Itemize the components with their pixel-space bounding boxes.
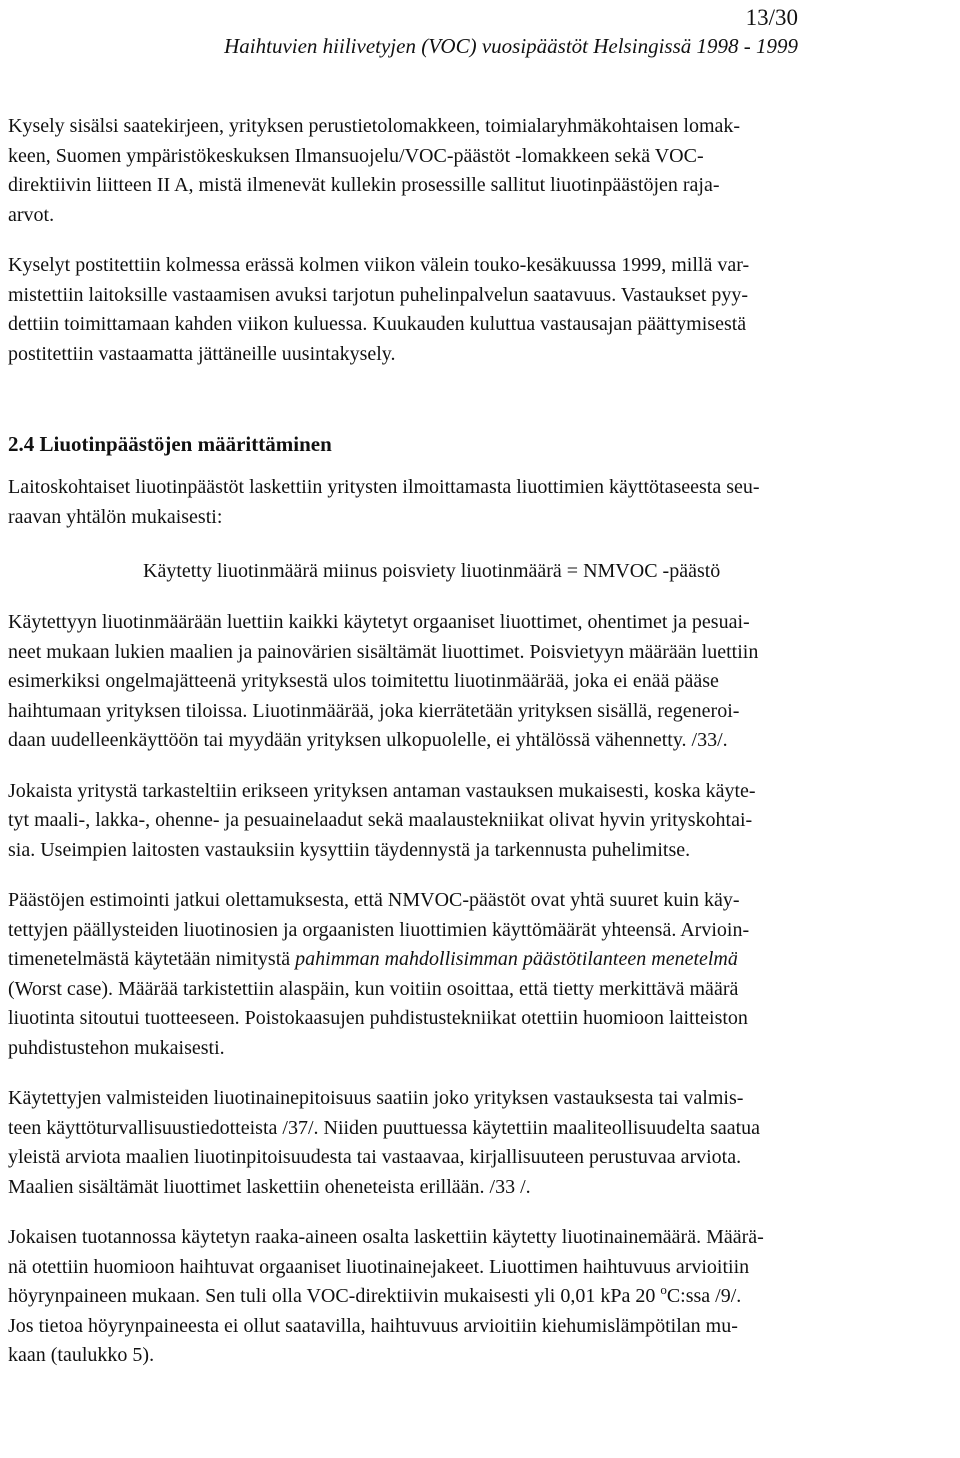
section-heading: 2.4 Liuotinpäästöjen määrittäminen (8, 432, 332, 456)
text-line: Laitoskohtaiset liuotinpäästöt laskettiin yritysten ilmoittamasta liuottimien käyttötaseesta seu- (8, 476, 760, 498)
page-number: 13/30 (745, 5, 798, 30)
text-line: Jos tietoa höyrynpaineesta ei ollut saatavilla, haihtuvuus arvioitiin kiehumislämpötilan mu- (8, 1314, 738, 1337)
paragraph-raw-materials (8, 1223, 952, 1371)
paragraph-company-review (8, 777, 952, 866)
text-line: nä otettiin huomioon haihtuvat orgaaniset liuotinainejakeet. Liuottimen haihtuvuus arvioitiin (8, 1255, 750, 1278)
paragraph-solvent-content (8, 1084, 952, 1202)
degree-superscript: o (660, 1282, 667, 1297)
paragraph-survey-contents (8, 112, 952, 230)
text-line: haihtumaan yrityksen tiloissa. Liuotinmäärää, joka kierrätetään yrityksen sisällä, regeneroi- (8, 699, 740, 722)
document-body (8, 112, 952, 1371)
text-line: tyt maali-, lakka-, ohenne- ja pesuainelaadut sekä maalaustekniikat olivat hyvin yrityskohtai- (8, 809, 753, 831)
text-line: dettiin toimittamaan kahden viikon kuluessa. Kuukauden kuluttua vastausajan päättymisestä (8, 313, 747, 335)
text-line: puhdistustehon mukaisesti. (8, 1036, 225, 1059)
text-line: teen käyttöturvallisuustiedotteista /37/. Niiden puuttuessa käytettiin maaliteollisuudelta saatua (8, 1116, 761, 1139)
text-line: mistettiin laitoksille vastaamisen avuksi tarjotun puhelinpalvelun saatavuus. Vastaukset pyy- (8, 283, 749, 306)
italic-term: pahimman mahdollisimman päästötilanteen menetelmä (295, 948, 738, 970)
text-line: sia. Useimpien laitosten vastauksiin kysyttiin täydennystä ja tarkennusta puhelimitse. (8, 838, 691, 861)
text-line (8, 945, 952, 975)
paragraph-estimation (8, 886, 952, 1063)
text-fragment: C:ssa /9/. (666, 1285, 742, 1307)
text-line: kaan (taulukko 5). (8, 1344, 155, 1366)
text-line: Käytettyjen valmisteiden liuotinainepitoisuus saatiin joko yrityksen vastauksesta tai valmis- (8, 1087, 744, 1109)
text-line: Käytettyyn liuotinmäärään luettiin kaikki käytetyt orgaaniset liuottimet, ohentimet ja pesuai- (8, 611, 750, 633)
text-line: neet mukaan lukien maalien ja painovärien sisältämät liuottimet. Poisvietyyn määrään luettiin (8, 640, 759, 663)
text-line: Kysely sisälsi saatekirjeen, yrityksen perustietolomakkeen, toimialaryhmäkohtaisen lomak- (8, 115, 741, 137)
page-header (158, 4, 798, 60)
text-line: direktiivin liitteen II A, mistä ilmenevät kullekin prosessille sallitut liuotinpäästöjen raja- (8, 174, 720, 196)
text-line: daan uudelleenkäyttöön tai myydään yrityksen ulkopuolelle, ei yhtälössä vähennetty. /33/. (8, 729, 728, 751)
text-line: postitettiin vastaamatta jättäneille uusintakysely. (8, 342, 396, 365)
text-fragment: höyrynpaineen mukaan. Sen tuli olla VOC-direktiivin mukaisesti yli 0,01 kPa 20 (8, 1285, 661, 1307)
paragraph-calculation-intro (8, 473, 952, 532)
text-line: keen, Suomen ympäristökeskuksen Ilmansuojelu/VOC-päästöt -lomakkeen sekä VOC- (8, 144, 704, 167)
text-line: yleistä arviota maalien liuotinpitoisuudesta tai vastaavaa, kirjallisuuteen perustuvaa arviota. (8, 1146, 742, 1168)
text-line: (Worst case). Määrää tarkistettiin alaspäin, kun voitiin osoittaa, että tietty merkittävä määrä (8, 977, 739, 1000)
equation: Käytetty liuotinmäärä miinus poisviety liuotinmäärä = NMVOC -päästö (143, 560, 721, 582)
document-title: Haihtuvien hiilivetyjen (VOC) vuosipäästöt Helsingissä 1998 - 1999 (224, 34, 798, 58)
text-fragment: timenetelmästä käytetään nimitystä (8, 948, 296, 970)
text-line: Jokaisen tuotannossa käytetyn raaka-aineen osalta laskettiin käytetty liuotinainemäärä. Määrä- (8, 1226, 764, 1248)
text-line (8, 1282, 952, 1312)
text-line: liuotinta sitoutui tuotteeseen. Poistokaasujen puhdistustekniikat otettiin huomioon laitteiston (8, 1007, 748, 1029)
text-line: esimerkiksi ongelmajätteenä yrityksestä ulos toimitettu liuotinmäärää, joka ei enää pääse (8, 670, 719, 692)
text-line: Jokaista yritystä tarkasteltiin erikseen yrityksen antaman vastauksen mukaisesti, koska käyte- (8, 779, 756, 802)
text-line: arvot. (8, 203, 55, 226)
paragraph-used-solvents (8, 608, 952, 756)
text-line: Päästöjen estimointi jatkui olettamuksesta, että NMVOC-päästöt ovat yhtä suuret kuin käy- (8, 889, 740, 911)
text-line: Kyselyt postitettiin kolmessa erässä kolmen viikon välein touko-kesäkuussa 1999, millä var- (8, 254, 750, 276)
paragraph-survey-mailing (8, 251, 952, 369)
text-line: Maalien sisältämät liuottimet laskettiin oheneteista erillään. /33 /. (8, 1175, 531, 1198)
text-line: raavan yhtälön mukaisesti: (8, 505, 223, 528)
text-line: tettyjen päällysteiden liuotinosien ja orgaanisten liuottimien käyttömäärät yhteensä. Arvioin- (8, 918, 750, 941)
